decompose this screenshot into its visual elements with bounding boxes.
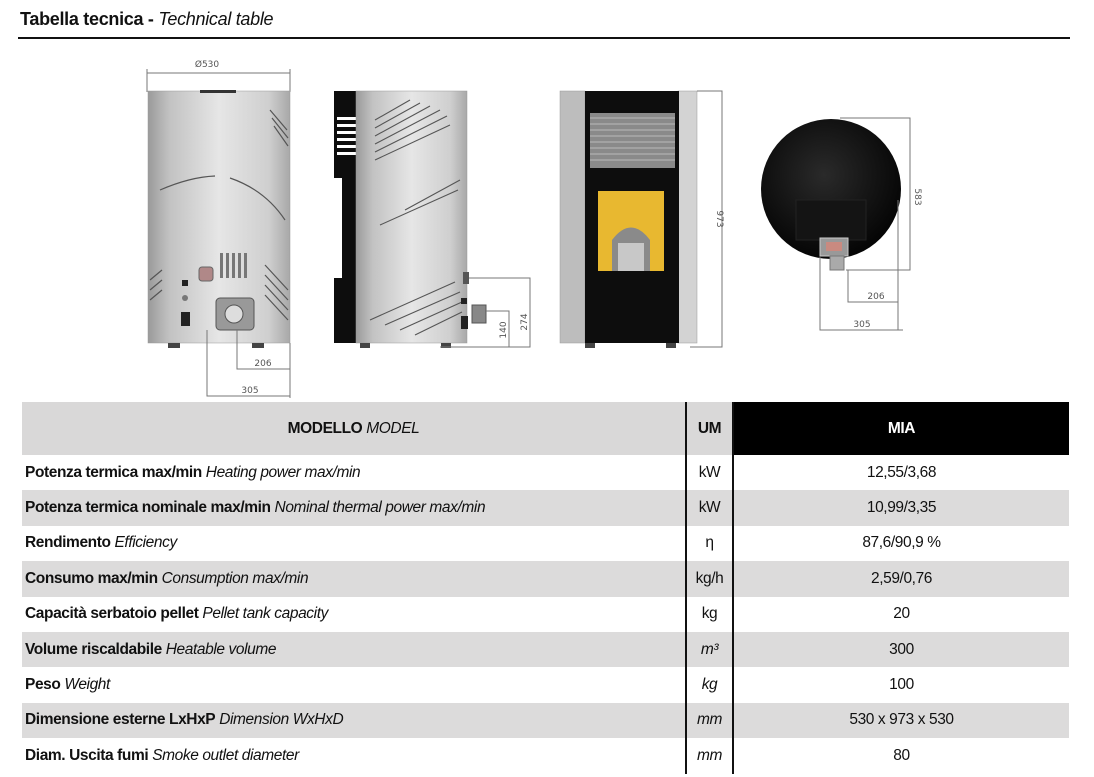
row-label-en: Weight — [64, 676, 110, 694]
row-label — [22, 703, 686, 738]
table-row — [22, 667, 1069, 702]
row-label-it: Potenza termica nominale max/min — [25, 499, 271, 517]
svg-text:Ø530: Ø530 — [194, 60, 220, 70]
row-label-en: Dimension WxHxD — [219, 711, 344, 729]
row-label-en: Heatable volume — [165, 640, 277, 658]
row-label-en: Smoke outlet diameter — [152, 746, 299, 764]
row-value: 12,55/3,68 — [866, 463, 937, 481]
row-label — [22, 490, 686, 525]
table-row — [22, 632, 1069, 667]
row-label-it: Potenza termica max/min — [25, 463, 202, 481]
svg-text:305: 305 — [241, 386, 259, 396]
row-label-it: Diam. Uscita fumi — [25, 746, 149, 764]
top-view-drawing — [761, 118, 922, 330]
table-row — [22, 490, 1069, 525]
header-model — [22, 402, 686, 455]
svg-text:305: 305 — [853, 320, 871, 330]
row-value: 20 — [893, 605, 910, 623]
row-value: 300 — [733, 632, 1069, 667]
row-unit: kW — [686, 490, 733, 525]
row-label-en: Efficiency — [114, 534, 177, 552]
svg-text:140: 140 — [499, 321, 509, 339]
table-row — [22, 526, 1069, 561]
title-italian: Tabella tecnica - — [20, 9, 154, 29]
row-unit: kW — [686, 455, 733, 490]
row-unit: η — [686, 526, 733, 561]
table-row — [22, 738, 1069, 773]
row-unit: m³ — [686, 632, 733, 667]
header-model-it: MODELLO — [287, 419, 363, 437]
side-view-drawing — [334, 91, 530, 348]
row-label-en: Nominal thermal power max/min — [274, 499, 486, 517]
row-label — [22, 667, 686, 702]
row-label — [22, 561, 686, 596]
row-label — [22, 597, 686, 632]
table-row — [22, 703, 1069, 738]
svg-text:583: 583 — [912, 188, 922, 206]
row-value: 87,6/90,9 % — [862, 534, 941, 552]
row-label-it: Capacità serbatoio pellet — [25, 605, 199, 623]
row-label-it: Consumo max/min — [25, 569, 158, 587]
rear-view-drawing — [147, 59, 290, 398]
title-divider — [18, 37, 1070, 39]
row-unit: kg/h — [686, 561, 733, 596]
row-label-en: Pellet tank capacity — [202, 605, 328, 623]
technical-drawings — [0, 40, 1094, 400]
front-view-drawing — [560, 91, 724, 348]
page-title — [20, 9, 273, 30]
row-label-it: Volume riscaldabile — [25, 640, 162, 658]
row-unit: kg — [686, 667, 733, 702]
table-row — [22, 561, 1069, 596]
row-unit: mm — [686, 703, 733, 738]
header-um: UM — [686, 402, 733, 455]
title-english: Technical table — [158, 9, 274, 29]
row-label-en: Heating power max/min — [205, 463, 361, 481]
header-product: MIA — [733, 402, 1069, 455]
row-unit: kg — [686, 597, 733, 632]
row-value: 10,99/3,35 — [733, 490, 1069, 525]
row-value: 100 — [889, 676, 914, 694]
row-label — [22, 526, 686, 561]
row-value: 530 x 973 x 530 — [733, 703, 1069, 738]
svg-text:274: 274 — [520, 313, 530, 331]
row-label-it: Dimensione esterne LxHxP — [25, 711, 216, 729]
row-label — [22, 632, 686, 667]
row-unit: mm — [686, 738, 733, 773]
technical-specs-table — [22, 402, 1069, 774]
row-label-it: Peso — [25, 676, 61, 694]
svg-text:206: 206 — [867, 292, 885, 302]
table-header-row — [22, 402, 1069, 455]
row-label-en: Consumption max/min — [161, 569, 309, 587]
table-row — [22, 455, 1069, 490]
svg-text:206: 206 — [254, 359, 272, 369]
header-model-en: MODEL — [366, 419, 420, 437]
row-label — [22, 455, 686, 490]
row-value: 2,59/0,76 — [733, 561, 1069, 596]
table-row — [22, 597, 1069, 632]
svg-text:973: 973 — [714, 210, 724, 228]
row-value: 80 — [893, 746, 910, 764]
row-label-it: Rendimento — [25, 534, 115, 552]
row-label — [22, 738, 686, 773]
